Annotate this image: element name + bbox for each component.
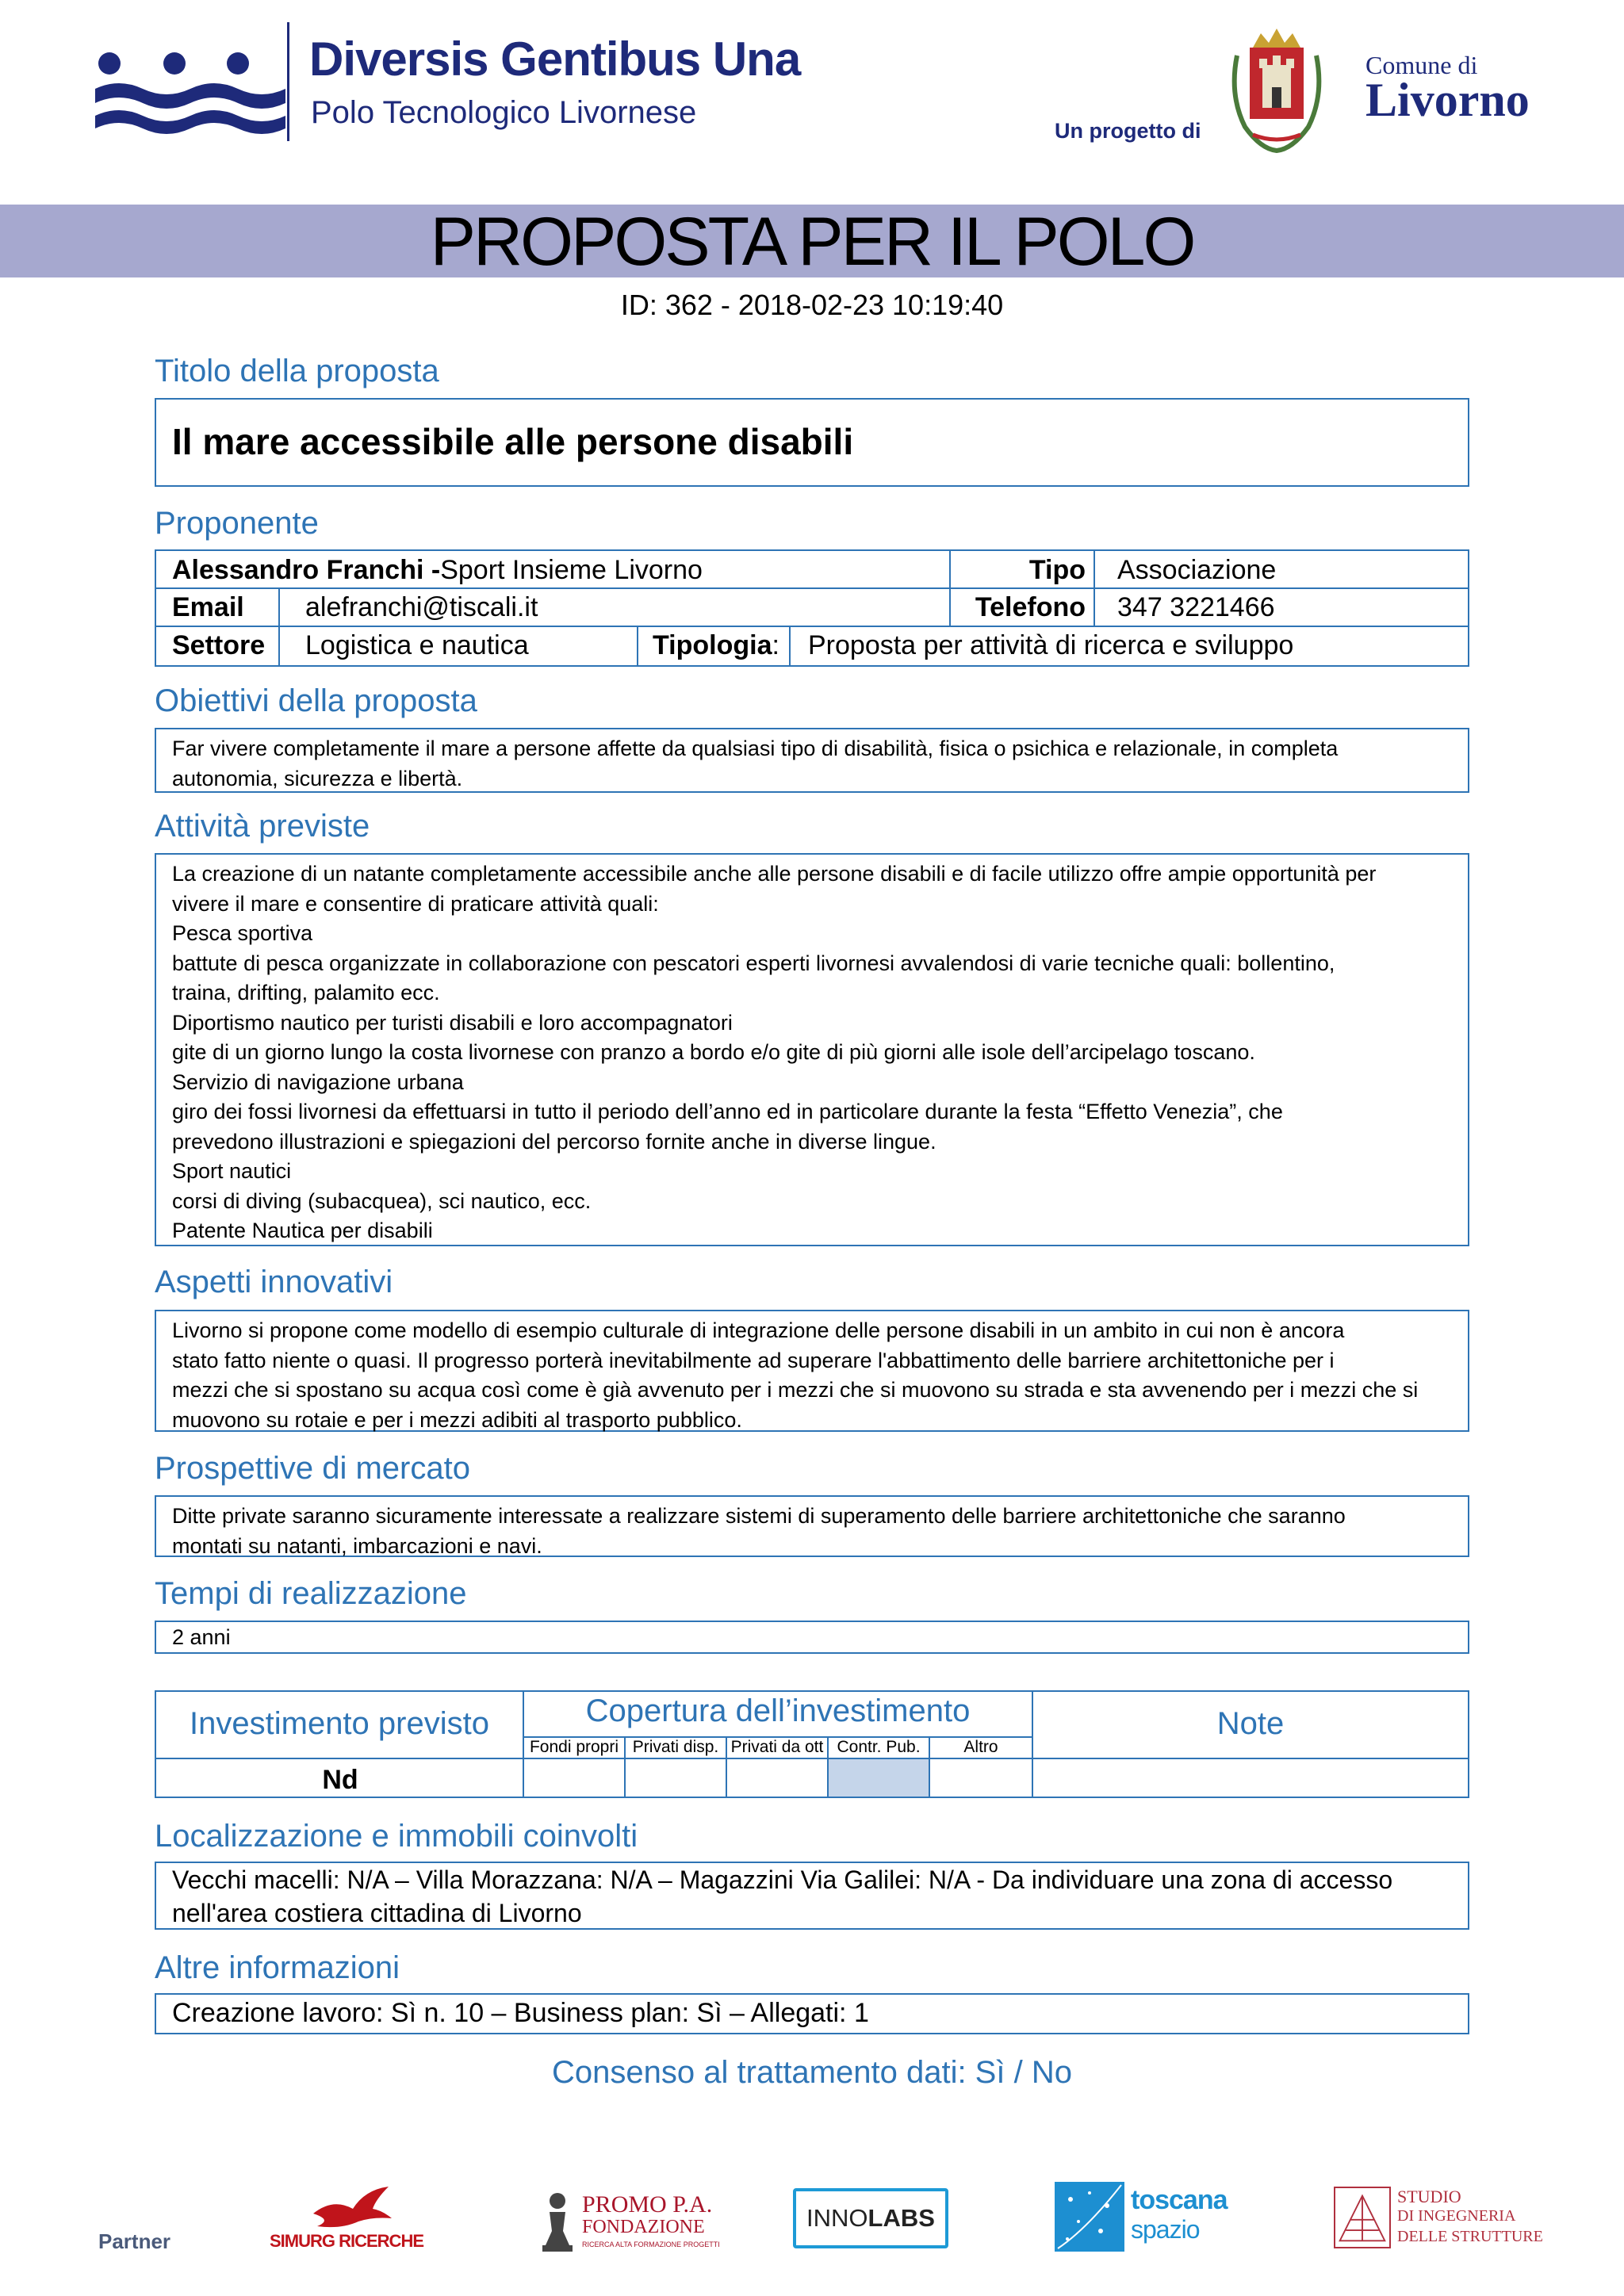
brand-title: Diversis Gentibus Una [309, 33, 801, 86]
investimento-label: Investimento previsto [190, 1706, 489, 1741]
telefono-label: Telefono [975, 592, 1086, 622]
obiettivi-text: Far vivere completamente il mare a persone affette da qualsiasi tipo di disabilità, fisica o psichica e relazionale, in completa autonomia, sicurezza e libertà. [172, 737, 1339, 790]
structure-icon [1334, 2187, 1391, 2248]
column-header: Privati disp. [632, 1738, 719, 1756]
table-row [156, 626, 1468, 664]
copertura-label: Copertura dell’investimento [585, 1693, 971, 1728]
stars-icon [1055, 2182, 1124, 2252]
proponente-name-cell [172, 551, 703, 589]
column-header: Fondi propri [529, 1738, 619, 1756]
tempi-box [155, 1621, 1469, 1654]
titolo-box [155, 398, 1469, 487]
prospettive-text: Ditte private saranno sicuramente interessate a realizzare sistemi di superamento delle barriere architettoniche che saranno montati su natanti, imbarcazioni e navi. [172, 1504, 1346, 1558]
altre-box [155, 1993, 1469, 2034]
proponente-name: Alessandro Franchi - [172, 555, 441, 585]
innolabs-logo [793, 2188, 948, 2248]
altre-text: Creazione lavoro: Sì n. 10 – Business plan: Sì – Allegati: 1 [172, 1998, 869, 2028]
tempi-text: 2 anni [172, 1625, 231, 1649]
toscana-spazio-logo [1055, 2182, 1229, 2252]
aspetti-text: Livorno si propone come modello di esempio culturale di integrazione delle persone disabili in un ambito in cui non è ancora stato fatto niente o quasi. Il progresso porterà inevitabilmente ad superare l'abbattimento delle barriere architettoniche per i mezzi che si spostano su acqua così come è già avvenuto per i mezzi che si muovono su strada e sta avvenendo per i mezzi che si muovono su rotaie e per i mezzi adibiti al trasporto pubblico. [172, 1318, 1419, 1432]
simurg-text: SIMURG RICERCHE [270, 2231, 424, 2251]
aspetti-box [155, 1310, 1469, 1432]
localizzazione-box [155, 1862, 1469, 1930]
localizzazione-text: Vecchi macelli: N/A – Villa Morazzana: N/A – Magazzini Via Galilei: N/A - Da individuare una zona di accesso nell'area costiera cittadina di Livorno [172, 1866, 1393, 1927]
studio-line3: DELLE STRUTTURE [1397, 2228, 1543, 2245]
table-row [156, 551, 1468, 589]
section-heading-altre: Altre informazioni [155, 1950, 400, 1985]
innolabs-text [796, 2191, 945, 2245]
header-divider [287, 22, 289, 141]
section-heading-titolo: Titolo della proposta [155, 354, 439, 388]
toscana-line1: toscana [1131, 2185, 1228, 2215]
section-heading-attivita: Attività previste [155, 809, 370, 844]
table-divider [156, 1758, 1468, 1759]
section-heading-obiettivi: Obiettivi della proposta [155, 683, 477, 718]
tipo-label: Tipo [1028, 555, 1086, 585]
proposal-title: Il mare accessibile alle persone disabili [172, 421, 854, 462]
studio-line2: DI INGEGNERIA [1397, 2207, 1516, 2225]
attivita-box [155, 853, 1469, 1246]
prospettive-box [155, 1495, 1469, 1557]
section-heading-tempi: Tempi di realizzazione [155, 1576, 467, 1611]
obiettivi-box [155, 728, 1469, 793]
document-id: ID: 362 - 2018-02-23 10:19:40 [620, 289, 1004, 321]
tipologia-label-cell [653, 626, 779, 664]
column-header: Privati da ott [730, 1738, 824, 1756]
consenso-line: Consenso al trattamento dati: Sì / No [552, 2055, 1072, 2090]
star-square-icon [1055, 2182, 1124, 2252]
table-row [156, 588, 1468, 626]
email-value: alefranchi@tiscali.it [305, 592, 538, 622]
comune-label: Comune di [1365, 51, 1478, 79]
settore-label: Settore [172, 630, 266, 660]
proponente-table [155, 549, 1469, 667]
inno-suffix: LABS [868, 2204, 935, 2232]
inno-prefix: INNO [806, 2204, 868, 2232]
studio-ingegneria-logo [1334, 2187, 1543, 2253]
toscana-line2: spazio [1131, 2215, 1200, 2244]
brand-subtitle: Polo Tecnologico Livornese [311, 95, 697, 130]
highlight-cell [829, 1759, 930, 1797]
page-title: PROPOSTA PER IL POLO [430, 204, 1194, 280]
bird-icon [309, 2182, 396, 2233]
progetto-label: Un progetto di [1055, 119, 1201, 143]
livorno-crest-icon [1221, 24, 1332, 155]
investimento-table [155, 1690, 1469, 1798]
promo-pa-logo [533, 2187, 720, 2258]
telefono-value: 347 3221466 [1117, 592, 1275, 622]
waves-logo-icon [95, 40, 285, 143]
attivita-text: La creazione di un natante completamente accessibile anche alle persone disabili e di facile utilizzo offre ampie opportunità per vivere il mare e consentire di praticare attività quali: Pesca sportiva battute di pesca organizzate in collaborazione con pescatori esperti livornesi avvalendosi di varie tecniche quali: bollentino, traina, drifting, palamito ecc. Diportismo nautico per turisti disabili e loro accompagnatori gite di un giorno lungo la costa livornese con pranzo a bordo e/o gite di più giorni alle isole dell’arcipelago toscano. Servizio di navigazione urbana giro dei fossi livornesi da effettuarsi in tutto il periodo dell’anno ed in particolare durante la festa “Effetto Venezia”, che prevedono illustrazioni e spiegazioni del percorso fornite anche in diverse lingue. Sport nautici corsi di diving (subacquea), sci nautico, ecc. Patente Nautica per disabili [172, 862, 1377, 1242]
column-header: Contr. Pub. [837, 1738, 921, 1756]
partner-label: Partner [98, 2229, 171, 2253]
note-label: Note [1216, 1706, 1285, 1741]
tipologia-label: Tipologia [653, 630, 772, 660]
chess-pawn-icon [538, 2190, 577, 2253]
promo-line2: FONDAZIONE [582, 2217, 705, 2237]
column-header: Altro [963, 1738, 998, 1756]
investimento-value: Nd [322, 1765, 358, 1795]
simurg-logo [270, 2182, 428, 2261]
promo-line1: PROMO P.A. [582, 2191, 713, 2218]
promo-line3: RICERCA ALTA FORMAZIONE PROGETTI [582, 2241, 720, 2248]
settore-value: Logistica e nautica [305, 630, 529, 660]
proponente-org: Sport Insieme Livorno [440, 555, 703, 585]
section-heading-localizzazione: Localizzazione e immobili coinvolti [155, 1819, 638, 1854]
section-heading-proponente: Proponente [155, 506, 319, 541]
section-heading-prospettive: Prospettive di mercato [155, 1451, 470, 1486]
tipologia-value: Proposta per attività di ricerca e sviluppo [808, 630, 1294, 660]
studio-line1: STUDIO [1397, 2187, 1461, 2206]
tipo-value: Associazione [1117, 555, 1277, 585]
tipologia-colon: : [772, 630, 779, 660]
section-heading-aspetti: Aspetti innovativi [155, 1265, 393, 1299]
comune-name: Livorno [1365, 74, 1530, 126]
email-label: Email [172, 592, 244, 622]
